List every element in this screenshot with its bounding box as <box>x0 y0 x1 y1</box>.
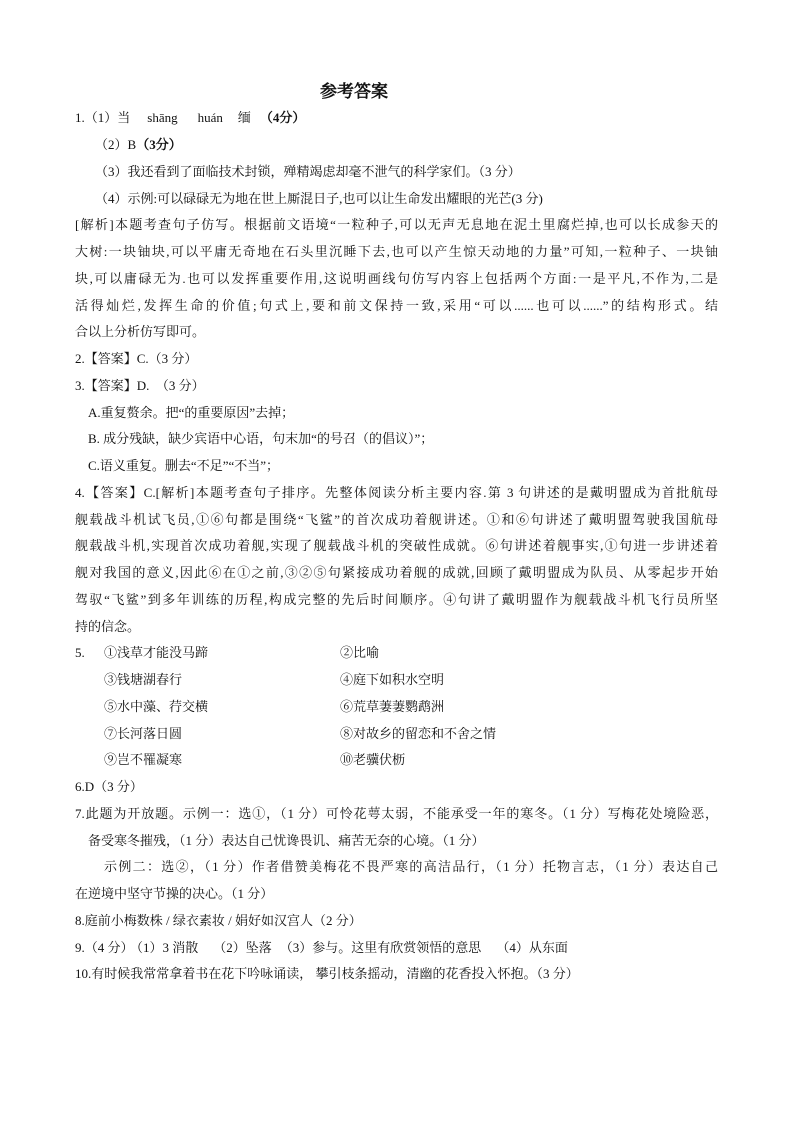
q5-row <box>75 747 718 774</box>
q3-option-c: C.语义重复。删去“不足”“不当”； <box>88 458 280 474</box>
q7-line: 备受寒冬摧残，（1 分）表达自己忧谗畏讥、痛苦无奈的心境。（1 分） <box>88 832 485 848</box>
q6-answer: 6.D（3 分） <box>75 779 143 795</box>
q5-number: 5. <box>75 645 85 661</box>
q5-row <box>75 640 718 667</box>
q5-answer-right: ②比喻 <box>340 645 380 661</box>
q3-option-b: B. 成分残缺，缺少宾语中心语，句末加“的号召（的倡议）”； <box>88 431 434 447</box>
q1-part4: （4）示例:可以碌碌无为地在世上厮混日子,也可以让生命发出耀眼的光芒(3 分) <box>95 190 543 206</box>
q1-part1-score: （4分） <box>259 110 306 126</box>
q1-analysis-line: 合以上分析仿写即可。 <box>75 324 206 340</box>
q10-answer: 10.有时候我常常拿着书在花下吟咏诵读， 攀引枝条摇动，清幽的花香投入怀抱。（3 分） <box>75 966 579 982</box>
q4-line: 舰对我国的意义,因此⑥在①之前,③②⑤句紧接成功着舰的成就,回顾了戴明盟成为队员、从零起步开始 <box>75 565 718 581</box>
q1-part1 <box>75 105 718 132</box>
q9-head: 9.（4 分） <box>75 939 134 955</box>
q2-answer: 2.【答案】C.（3 分） <box>75 351 198 367</box>
q5-row <box>75 694 718 721</box>
q1-part2-score: （3分） <box>136 137 182 153</box>
q4-line: 舰载战斗机试飞员,①⑥句都是围绕“飞鲨”的首次成功着舰讲述。①和⑥句讲述了戴明盟驾驶我国航母 <box>75 511 718 527</box>
answer-content <box>75 79 718 989</box>
q9-part: （3）参与。这里有欣赏领悟的意思 <box>279 939 482 955</box>
q1-analysis-line: 活得灿烂,发挥生命的价值;句式上,要和前文保持一致,采用“可以......也可以......”的结构形式。结 <box>75 297 718 313</box>
q5-answer-right: ⑥荒草萋萋鹦鹉洲 <box>340 698 445 714</box>
q1-number: 1. <box>75 110 85 126</box>
q1-analysis-line: 大树:一块铀块,可以平庸无奇地在石头里沉睡下去,也可以产生惊天动地的力量”可知,一粒种子、一块铀 <box>75 244 718 260</box>
q7-line: 在逆境中坚守节操的决心。（1 分） <box>75 886 274 902</box>
q1-part1-pinyin2: huán <box>197 110 223 126</box>
q3-answer: 3.【答案】D. （3 分） <box>75 377 205 393</box>
q1-part1-pinyin1: shāng <box>147 110 178 126</box>
q4-line: 舰载战斗机,实现首次成功着舰,实现了舰载战斗机的突破性成就。⑥句讲述着舰事实,①句进一步讲述着 <box>75 538 718 554</box>
q5-answer-left: ⑤水中藻、荇交横 <box>104 698 209 714</box>
q5-answer-left: ⑦长河落日圆 <box>104 725 183 741</box>
q7-line: 7.此题为开放题。示例一：选①，（1 分）可怜花萼太弱，不能承受一年的寒冬。（1 分）写梅花处境险恶， <box>75 805 718 821</box>
q1-part2-answer: B <box>127 137 137 153</box>
q1-part1-label: （1） <box>84 110 118 126</box>
q3-option-a: A.重复赘余。把“的重要原因”去掉； <box>88 404 295 420</box>
q9-part: （1）3 消散 <box>136 939 199 955</box>
q1-part1-char2: 缅 <box>237 110 251 126</box>
q1-analysis-line: [解析]本题考查句子仿写。根据前文语境“一粒种子,可以无声无息地在泥土里腐烂掉,也可以长成参天的 <box>75 217 718 233</box>
q1-part2 <box>75 132 718 159</box>
q5-answer-right: ⑩老骥伏枥 <box>340 752 406 768</box>
q1-analysis-line: 块,可以庸碌无为.也可以发挥重要作用,这说明画线句仿写内容上包括两个方面:一是平凡,不作为,二是 <box>75 270 718 286</box>
q5-answer-left: ③钱塘湖春行 <box>104 672 183 688</box>
q5-answer-left: ①浅草才能没马蹄 <box>104 645 209 661</box>
q4-line: 4.【答案】C.[解析]本题考查句子排序。先整体阅读分析主要内容.第 3 句讲述的是戴明盟成为首批航母 <box>75 484 718 500</box>
q5-answer-right: ④庭下如积水空明 <box>340 672 445 688</box>
q1-part1-char1: 当 <box>117 110 131 126</box>
q1-part2-label: （2） <box>95 137 128 153</box>
q4-line: 持的信念。 <box>75 618 141 634</box>
page-title: 参考答案 <box>320 81 388 101</box>
q1-part3: （3）我还看到了面临技术封锁，殚精竭虑却毫不泄气的科学家们。（3 分） <box>95 163 521 179</box>
q4-line: 驾驭“飞鲨”到多年训练的历程,构成完整的先后时间顺序。④句讲了戴明盟作为舰载战斗机飞行员所坚 <box>75 591 718 607</box>
q8-answer: 8.庭前小梅数株 / 绿衣素妆 / 娟好如汉宫人（2 分） <box>75 912 362 928</box>
q5-row <box>75 667 718 694</box>
q9-answer <box>75 935 718 962</box>
q5-answer-left: ⑨岂不罹凝寒 <box>104 752 183 768</box>
q5-row <box>75 721 718 748</box>
q5-answer-right: ⑧对故乡的留恋和不舍之情 <box>340 725 497 741</box>
q7-line: 示例二：选②，（1 分）作者借赞美梅花不畏严寒的高洁品行，（1 分）托物言志，（1 分）表达自己 <box>104 859 718 875</box>
q9-part: （2）坠落 <box>213 939 272 955</box>
q9-part: （4）从东面 <box>496 939 568 955</box>
